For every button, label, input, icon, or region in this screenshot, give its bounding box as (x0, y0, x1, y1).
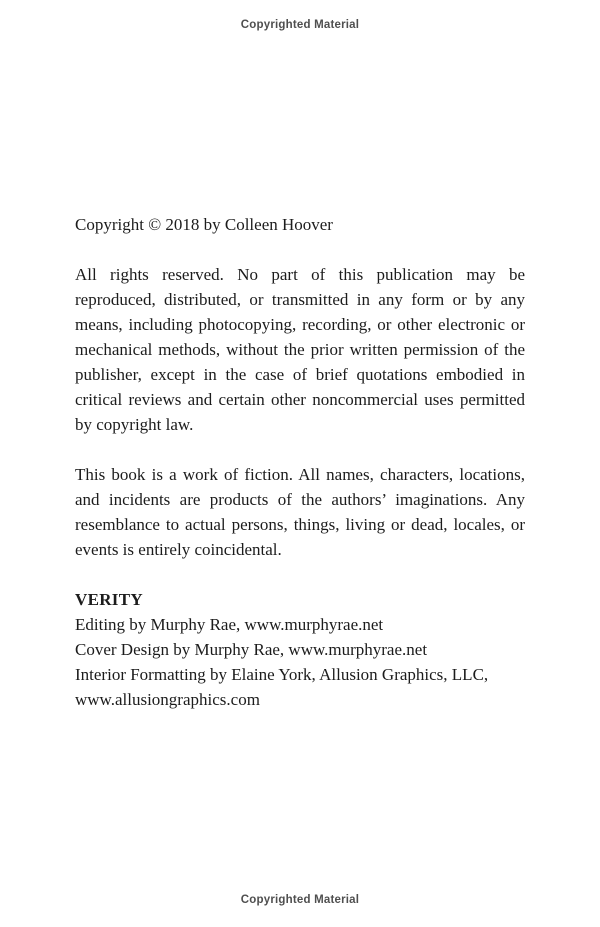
copyrighted-material-watermark-bottom: Copyrighted Material (240, 894, 360, 906)
copyright-page-content (75, 212, 525, 712)
credit-interior-formatting: Interior Formatting by Elaine York, Allusion Graphics, LLC, www.allusiongraphics.com (75, 665, 489, 709)
copyright-notice-line: Copyright © 2018 by Colleen Hoover (75, 215, 333, 234)
credit-cover-design: Cover Design by Murphy Rae, www.murphyrae.net (75, 640, 428, 659)
fiction-disclaimer-paragraph: This book is a work of fiction. All names, characters, locations, and incidents are products of the authors’ imaginations. Any resemblance to actual persons, things, living or dead, locales, or events is entirely coincidental. (75, 465, 525, 559)
copyrighted-material-watermark-top: Copyrighted Material (240, 19, 360, 31)
book-title: VERITY (75, 590, 143, 609)
rights-reserved-paragraph: All rights reserved. No part of this publication may be reproduced, distributed, or transmitted in any form or by any means, including photocopying, recording, or other electronic or mechanical methods, without the prior written permission of the publisher, except in the case of brief quotations embodied in critical reviews and certain other noncommercial uses permitted by copyright law. (75, 265, 525, 434)
credit-editing: Editing by Murphy Rae, www.murphyrae.net (75, 615, 384, 634)
credits-block (75, 587, 525, 712)
